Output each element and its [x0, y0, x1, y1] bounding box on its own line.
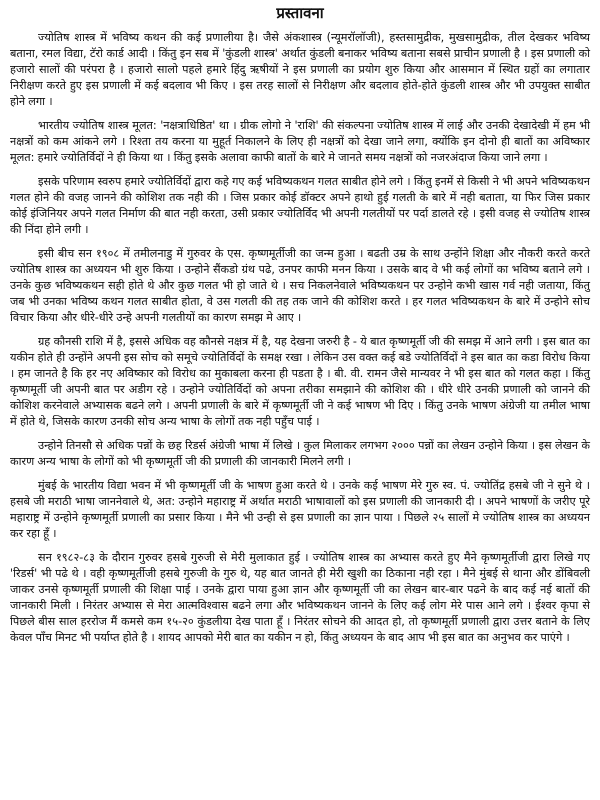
page-title: प्रस्तावना	[276, 4, 324, 22]
paragraph-2: भारतीय ज्योतिष शास्त्र मूलत: 'नक्षत्राधिष्ठित' था । ग्रीक लोगो ने 'राशि' की संकल्पना ज्योतिष शास्त्र में लाई और उनकी देखादेखी में हम भी नक्षत्रों को कम आंकने लगे । रिश्ता तय करना या मुहूर्त निकालने के लिए ही नक्षत्रों को देखा जाने लगा, क्योंकि इन दोनो ही बातों का अविष्कार मूलत: हमारे ज्योतिर्विदों ने ही किया था । किंतु इसके अलावा काफी बातों के बारे मे जानते समय नक्षत्रों को नजरअंदाज किया जाने लगा ।	[10, 119, 590, 164]
paragraph-8: सन १९८२-८३ के दौरान गुरुवर हसबे गुरुजी से मेरी मुलाकात हुई । ज्योतिष शास्त्र का अभ्यास करते हुए मैने कृष्णमूर्तीजी द्वारा लिखे गए 'रिडर्स' भी पढे थे । वही कृष्णमूर्तीजी हसबे गुरुजी के गुरु थे, यह बात जानते ही मेरी खुशी का ठिकाना नही रहा । मैने मुंबई से थाना और डोंबिवली जाकर उनसे कृष्णमूर्ती प्रणाली की शिक्षा पाई । उनके द्वारा पाया हुआ ज्ञान और कृष्णमूर्ती जी का लेखन बार-बार पढने के बाद कई नई बातों की जानकारी मिली । निरंतर अभ्यास से मेरा आत्मविश्वास बढने लगा और भविष्यकथन जानने के लिए कई लोग मेरे पास आने लगे । ईश्वर कृपा से पिछले बीस साल हररोज मैं कमसे कम १५-२० कुंडलीया देख पाता हूँ । निरंतर सोचने की आदत हो, तो कृष्णमूर्ती प्रणाली द्वारा उत्तर बताने के लिए केवल पाँच मिनट भी पर्याप्त होते है । शायद आपको मेरी बात का यकीन न हो, किंतु अध्ययन के बाद आप भी इस बात का अनुभव कर पाएंगे ।	[10, 551, 590, 644]
paragraph-6: उन्होने तिनसौ से अधिक पन्नों के छह रिडर्स अंग्रेजी भाषा में लिखे । कुल मिलाकर लगभग २००० पन्नों का लेखन उन्होने किया । इस लेखन के कारण अन्य भाषा के लोगों को भी कृष्णमूर्ती जी की प्रणाली की जानकारी मिलने लगी ।	[10, 439, 590, 468]
paragraph-1: ज्योतिष शास्त्र में भविष्य कथन की कई प्रणालीया है। जैसे अंकशास्त्र (न्यूमरॉलॉजी), हस्तसामुद्रीक, मुखसामुद्रीक, तील देखकर भविष्य बताना, रमल विद्या, टॅरो कार्ड आदी । किंतु इन सब में 'कुंडली शास्त्र' अर्थात कुंडली बनाकर भविष्य बताना सबसे प्राचीन प्रणाली है । इस प्रणाली को हजारो सालों की परंपरा है । हजारो सालो पहले हमारे हिंदु ऋषीयों ने इस प्रणाली का प्रयोग शुरु किया और आसमान में स्थित ग्रहों का लगातार निरीक्षण करते हुए इस प्रणाली में कई बदलाव भी किए । इस तरह सालों से निरीक्षण और बदलाव होते-होते कुंडली शास्त्र और भी उपयुक्त साबीत होने लगा ।	[10, 31, 590, 108]
paragraph-3: इसके परिणाम स्वरुप हमारे ज्योतिर्विदों द्वारा कहे गए कई भविष्यकथन गलत साबीत होने लगे । किंतु इनमें से किसी ने भी अपने भविष्यकथन गलत होने की वजह जानने की कोशिश तक नही की । जिस प्रकार कोई डॉक्टर अपने हाथो हुई गलती के बारे में नही बताता, या फिर जिस प्रकार कोई इंजिनियर अपने गलत निर्माण की बात नही करता, उसी प्रकार ज्योतिर्विद भी अपनी गलतीयों पर पर्दा डालते रहे । इसी वजह से ज्योतिष शास्त्र की निंदा होने लगी ।	[10, 175, 590, 236]
paragraph-7: मुंबई के भारतीय विद्या भवन में भी कृष्णमूर्ती जी के भाषण हुआ करते थे । उनके कई भाषण मेरे गुरु स्व. पं. ज्योतिंद्र हसबे जी ने सुने थे । हसबे जी मराठी भाषा जाननेवाले थे, अत: उन्होने महाराष्ट्र में अर्थात मराठी भाषावालों को इस प्रणाली की जानकारी दी । अपने भाषणों के जरीए पूरे महाराष्ट्र में उन्होने कृष्णमूर्ती प्रणाली का प्रसार किया । मैने भी उन्ही से इस प्रणाली का ज्ञान पाया । पिछले २५ सालों मे ज्योतिष शास्त्र का अध्ययन कर रहा हूँ ।	[10, 479, 590, 540]
paragraph-4: इसी बीच सन १९०८ में तमीलनाडु में गुरुवर के एस. कृष्णमूर्तीजी का जन्म हुआ । बढती उम्र के साथ उन्होंने शिक्षा और नौकरी करते करते ज्योतिष शास्त्र का अध्ययन भी शुरु किया । उन्होने सैंकडो ग्रंथ पढे, उनपर काफी मनन किया । उसके बाद वे भी कई लोगों का भविष्य बताने लगे । उनके कुछ भविष्यकथन सही होते थे और कुछ गलत भी हो जाते थे । सच निकलनेवाले भविष्यकथन पर उन्होने कभी खास गर्व नही जताया, किंतु जब भी उनका भविष्य कथन गलत साबीत होता, वे उस गलती की तह तक जाने की कोशिश करते । हर गलत भविष्यकथन के बारे में उन्होने सोच विचार किया और धीरे-धीरे उन्हे अपनी गलतीयों का कारण समझ मे आए ।	[10, 247, 590, 324]
paragraph-5: ग्रह कौनसी राशि में है, इससे अधिक वह कौनसे नक्षत्र में है, यह देखना जरुरी है - ये बात कृष्णमूर्ती जी की समझ में आने लगी । इस बात का यकीन होते ही उन्होंने अपनी इस सोच को समूचे ज्योतिर्विदों के समक्ष रखा । लेकिन उस वक्त कई बडे ज्योतिर्विदों ने इस बात का कडा विरोध किया । हम जानते है कि हर नए अविष्कार को विरोध का मुकाबला करना ही पडता है । बी. वी. रामन जैसे मान्यवर ने भी इस बात को गलत कहा । किंतु कृष्णमूर्ती जी अपनी बात पर अडीग रहे । उन्होने ज्योतिर्विदों को अपना तरीका समझाने की कोशिश की । धीरे धीरे उनकी प्रणाली को जानने की कोशिश करनेवाले अभ्यासक बढने लगे । अपनी प्रणाली के बारे में कृष्णमूर्ती जी ने कई भाषण भी दिए । किंतु उनके भाषण अंग्रेजी या तमील भाषा में होते थे, जिसके कारण उनकी सोच अन्य भाषा के लोगों तक नही पहुँच पाई ।	[10, 335, 590, 428]
